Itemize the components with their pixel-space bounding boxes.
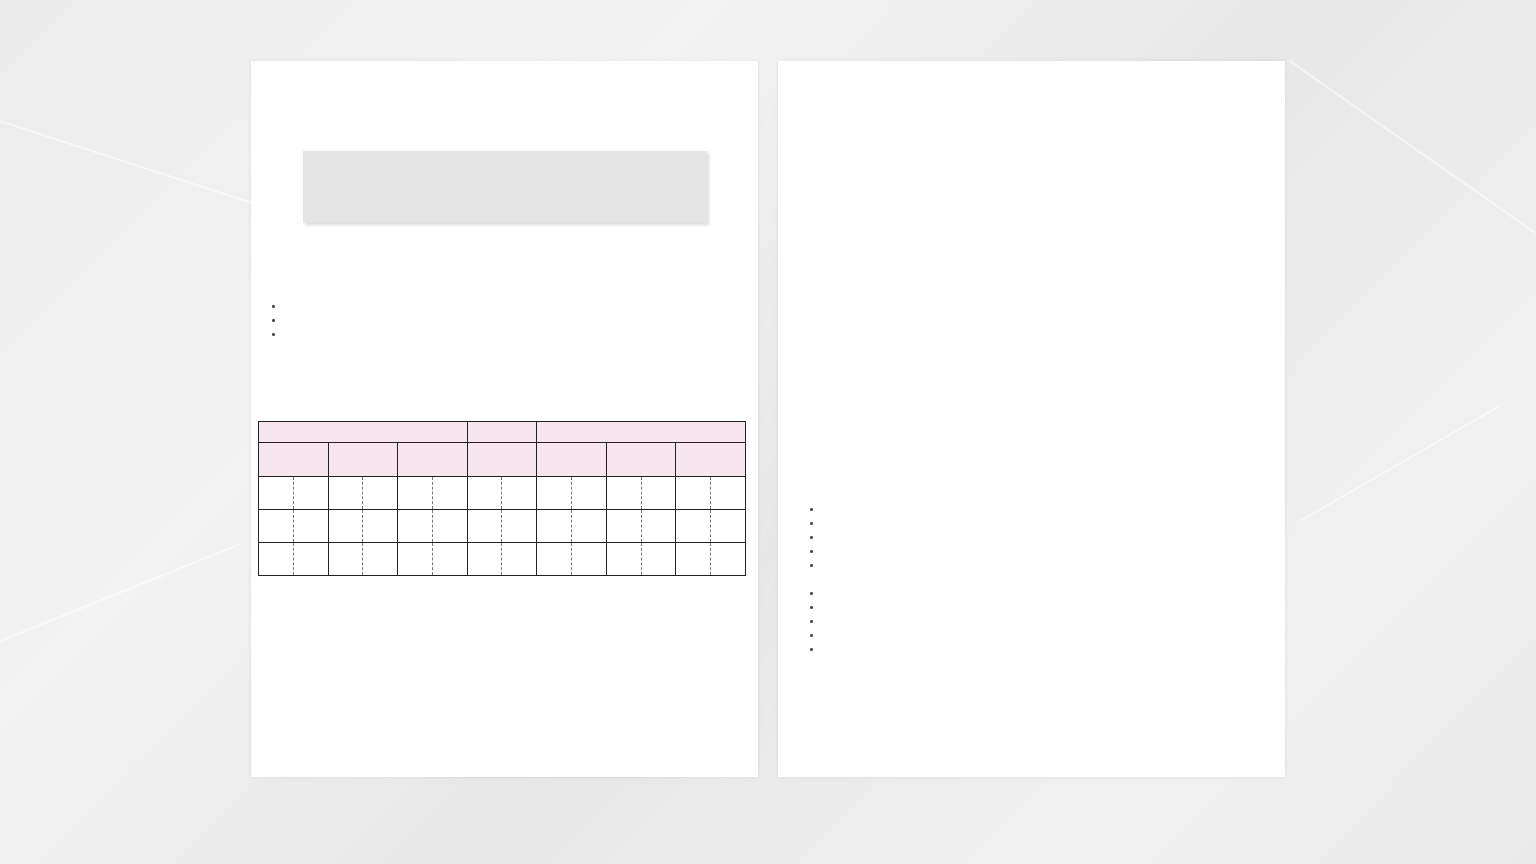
unit-header bbox=[398, 443, 468, 477]
unit-header bbox=[328, 443, 398, 477]
title-box bbox=[303, 151, 707, 223]
table-cell bbox=[711, 510, 746, 543]
agrarian-list bbox=[266, 300, 746, 342]
table-cell bbox=[293, 543, 328, 576]
paper-crease bbox=[0, 543, 242, 642]
table-cell bbox=[641, 510, 676, 543]
agrarian-item bbox=[284, 314, 746, 328]
unit-header bbox=[537, 443, 607, 477]
table-cell bbox=[363, 477, 398, 510]
conversion-table-example bbox=[258, 421, 746, 576]
table-cell bbox=[363, 543, 398, 576]
table-cell bbox=[676, 543, 711, 576]
unit-header bbox=[676, 443, 746, 477]
table-cell bbox=[328, 510, 363, 543]
table-cell bbox=[259, 477, 294, 510]
table-cell bbox=[293, 477, 328, 510]
example-step bbox=[822, 586, 1274, 600]
example-step bbox=[822, 516, 1274, 530]
group-header bbox=[537, 422, 746, 443]
worksheet-page-1 bbox=[251, 61, 758, 777]
table-cell bbox=[502, 477, 537, 510]
group-header bbox=[467, 422, 537, 443]
example-step bbox=[822, 614, 1274, 628]
table-cell bbox=[711, 543, 746, 576]
table-cell bbox=[398, 543, 433, 576]
table-cell bbox=[606, 477, 641, 510]
intro-text bbox=[266, 300, 746, 342]
table-cell bbox=[259, 510, 294, 543]
explanation-text bbox=[804, 502, 1274, 656]
table-cell bbox=[537, 543, 572, 576]
example-1-steps bbox=[804, 502, 1274, 572]
table-cell bbox=[572, 477, 607, 510]
table-cell bbox=[711, 477, 746, 510]
example-step bbox=[822, 502, 1274, 516]
table-cell bbox=[432, 510, 467, 543]
worksheet-page-2 bbox=[778, 61, 1285, 777]
table-cell bbox=[432, 477, 467, 510]
paper-crease bbox=[1300, 405, 1500, 522]
paper-crease bbox=[1289, 60, 1536, 234]
table-cell bbox=[606, 543, 641, 576]
table-cell bbox=[398, 510, 433, 543]
table-cell bbox=[293, 510, 328, 543]
unit-header bbox=[259, 443, 329, 477]
example-step bbox=[822, 628, 1274, 642]
agrarian-item bbox=[284, 328, 746, 342]
table-cell bbox=[467, 543, 502, 576]
example-step bbox=[822, 544, 1274, 558]
table-cell bbox=[641, 543, 676, 576]
table-cell bbox=[363, 510, 398, 543]
table-cell bbox=[606, 510, 641, 543]
table-cell bbox=[259, 543, 294, 576]
table-cell bbox=[328, 477, 363, 510]
example-step bbox=[822, 530, 1274, 544]
example-step bbox=[822, 600, 1274, 614]
table-cell bbox=[572, 543, 607, 576]
table-cell bbox=[467, 510, 502, 543]
group-header bbox=[259, 422, 468, 443]
example-step bbox=[822, 558, 1274, 572]
table-cell bbox=[537, 477, 572, 510]
table-cell bbox=[398, 477, 433, 510]
table-cell bbox=[641, 477, 676, 510]
agrarian-item bbox=[284, 300, 746, 314]
table-cell bbox=[502, 510, 537, 543]
example-2-steps bbox=[804, 586, 1274, 656]
table-cell bbox=[467, 477, 502, 510]
unit-header bbox=[467, 443, 537, 477]
table-cell bbox=[502, 543, 537, 576]
example-step bbox=[822, 642, 1274, 656]
table-cell bbox=[572, 510, 607, 543]
table-cell bbox=[537, 510, 572, 543]
table-cell bbox=[432, 543, 467, 576]
unit-header bbox=[606, 443, 676, 477]
table-cell bbox=[676, 477, 711, 510]
table-cell bbox=[328, 543, 363, 576]
table-cell bbox=[676, 510, 711, 543]
